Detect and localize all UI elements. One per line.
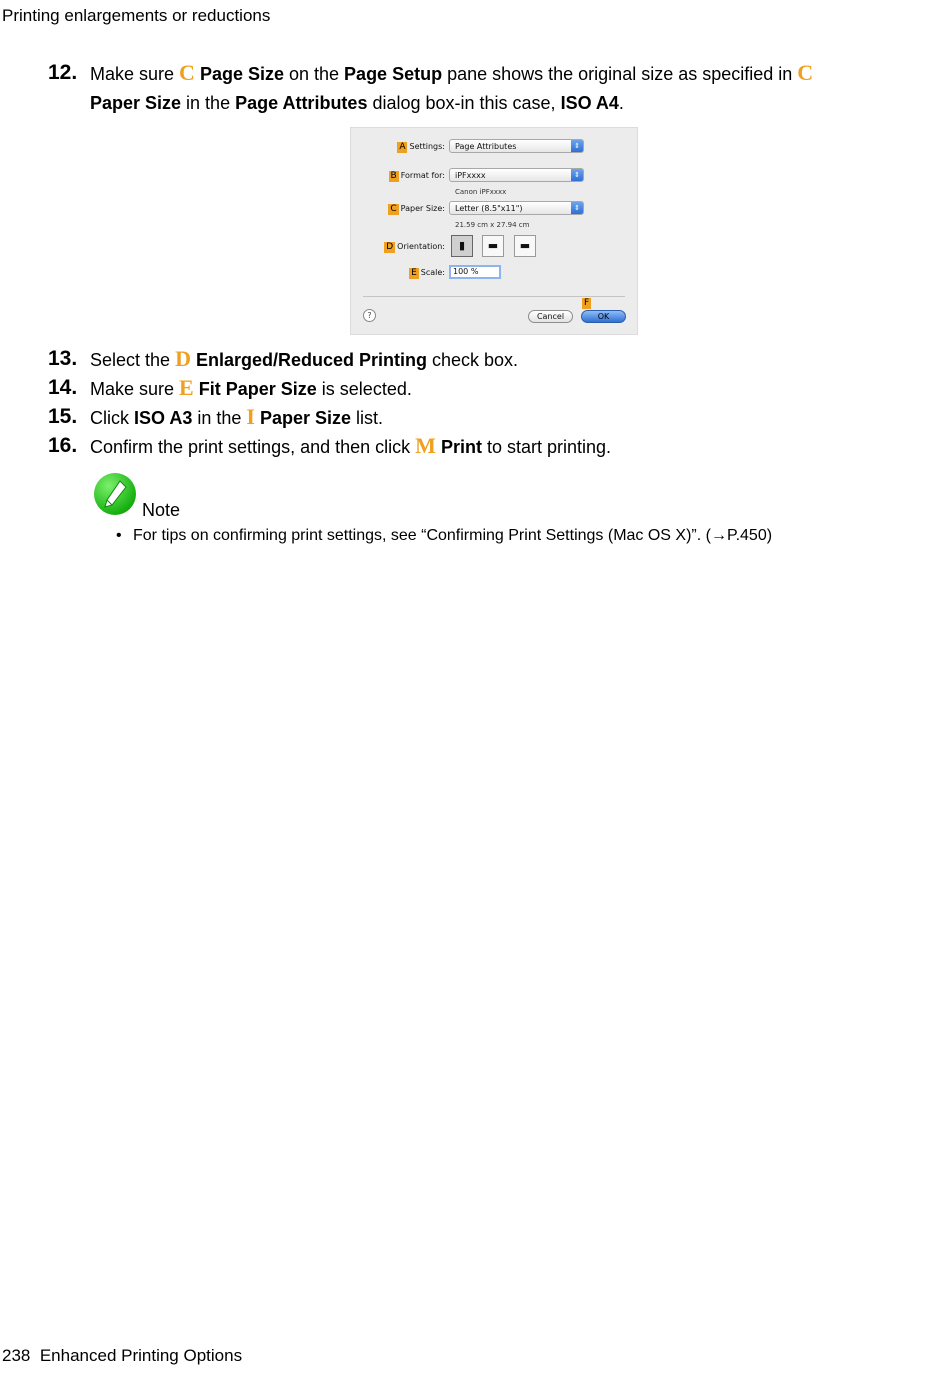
- divider: [363, 296, 625, 297]
- cancel-button[interactable]: Cancel: [528, 310, 573, 323]
- step-15: [48, 402, 908, 433]
- callout-tag: C: [390, 204, 397, 214]
- step-12: [48, 58, 908, 118]
- ok-button[interactable]: OK: [581, 310, 626, 323]
- callout-tag: D: [386, 242, 394, 252]
- callout-letter: E: [179, 375, 194, 400]
- step-text: Click ISO A3 in the I Paper Size list.: [90, 404, 384, 429]
- paper-size-popup[interactable]: Letter (8.5"x11") ⇕: [449, 201, 584, 215]
- step-number: 14.: [48, 376, 78, 399]
- step-text: Make sure C Page Size on the Page Setup pane shows the original size as specified in C Paper Size in the Page Attributes dialog box-in this case, ISO A4.: [90, 60, 814, 113]
- paper-dimensions: 21.59 cm x 27.94 cm: [455, 221, 530, 229]
- bullet-icon: •: [116, 527, 122, 544]
- scale-input[interactable]: 100 %: [449, 265, 501, 279]
- portrait-orientation-icon[interactable]: ▮: [451, 235, 473, 257]
- landscape-left-orientation-icon[interactable]: ▬: [482, 235, 504, 257]
- popup-arrows-icon: ⇕: [571, 169, 583, 181]
- step-number: 15.: [48, 405, 78, 428]
- step-13: [48, 344, 908, 375]
- settings-row: A Settings: Page Attributes ⇕: [351, 139, 639, 155]
- format-for-popup[interactable]: iPFxxxx ⇕: [449, 168, 584, 182]
- callout-tag: E: [411, 268, 417, 278]
- note-item: • For tips on confirming print settings, see “Confirming Print Settings (Mac OS X)”. (→P.450): [116, 527, 773, 544]
- orientation-row: D Orientation: ▮ ▬ ▬: [351, 235, 639, 259]
- landscape-right-orientation-icon[interactable]: ▬: [514, 235, 536, 257]
- step-text: Confirm the print settings, and then click M Print to start printing.: [90, 433, 612, 458]
- callout-tag: B: [390, 171, 397, 181]
- callout-letter: C: [179, 60, 195, 85]
- footer-section: Enhanced Printing Options: [39, 1346, 243, 1365]
- settings-popup[interactable]: Page Attributes ⇕: [449, 139, 584, 153]
- paper-size-row: C Paper Size: Letter (8.5"x11") ⇕: [351, 201, 639, 217]
- page-number: 238: [2, 1346, 31, 1365]
- callout-letter: D: [175, 346, 191, 371]
- page-header: Printing enlargements or reductions: [2, 6, 271, 25]
- callout-letter: I: [246, 404, 255, 429]
- printer-name: Canon iPFxxxx: [455, 188, 507, 196]
- step-16: [48, 431, 908, 462]
- callout-tag: A: [399, 142, 406, 152]
- callout-tag: F: [584, 298, 590, 308]
- scale-row: E Scale: 100 %: [351, 265, 639, 281]
- page-attributes-dialog: [350, 127, 638, 335]
- page-footer: [2, 1346, 242, 1366]
- step-number: 16.: [48, 434, 78, 457]
- callout-letter: M: [415, 433, 436, 458]
- step-number: 12.: [48, 61, 78, 84]
- step-text: Make sure E Fit Paper Size is selected.: [90, 375, 412, 400]
- step-text: Select the D Enlarged/Reduced Printing check box.: [90, 346, 519, 371]
- help-button[interactable]: ?: [363, 309, 376, 322]
- callout-letter: C: [797, 60, 814, 85]
- step-14: [48, 373, 908, 404]
- step-number: 13.: [48, 347, 78, 370]
- note-title: Note: [142, 500, 181, 520]
- popup-arrows-icon: ⇕: [571, 202, 583, 214]
- note-pencil-icon: [94, 473, 136, 515]
- format-for-row: B Format for: iPFxxxx ⇕: [351, 168, 639, 184]
- popup-arrows-icon: ⇕: [571, 140, 583, 152]
